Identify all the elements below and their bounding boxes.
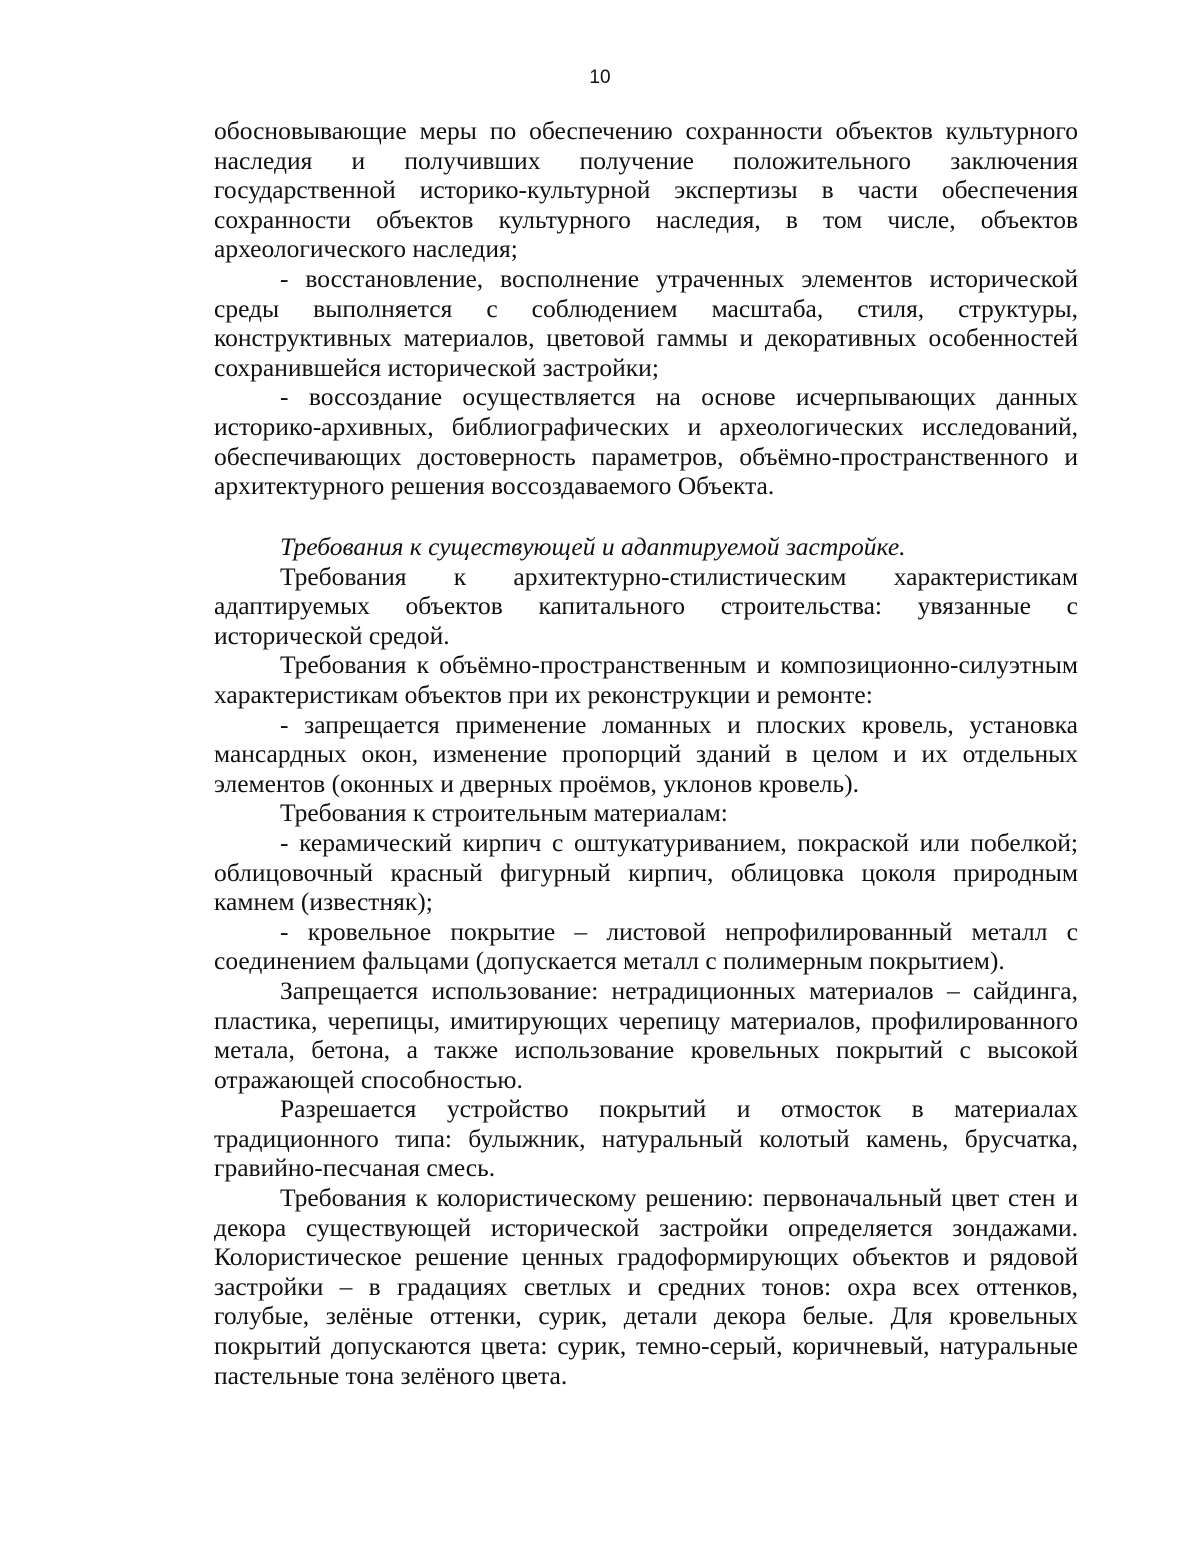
paragraph-prohibited: Запрещается использование: нетрадиционных материалов – сайдинга, пластика, черепицы, имитирующих черепицу материалов, профилированного метала, бетона, а также использование кровельных покрытий с высокой отражающей способностью. — [214, 975, 1078, 1094]
paragraph-recreation-item: - воссоздание осуществляется на основе исчерпывающих данных историко-архивных, библиографических и археологических исследований, обеспечивающих достоверность параметров, объёмно-пространственного и архитектурного решения воссоздаваемого Объекта. — [214, 382, 1078, 501]
paragraph-volume-item: - запрещается применение ломанных и плоских кровель, установка мансардных окон, изменение пропорций зданий в целом и их отдельных элементов (оконных и дверных проёмов, уклонов кровель). — [214, 709, 1078, 798]
section-heading: Требования к существующей и адаптируемой застройке. — [280, 532, 906, 561]
paragraph-volume-intro: Требования к объёмно-пространственным и композиционно-силуэтным характеристикам объектов при их реконструкции и ремонте: — [214, 650, 1078, 709]
paragraph-color: Требования к колористическому решению: первоначальный цвет стен и декора существующей исторической застройки определяется зондажами. Колористическое решение ценных градоформирующих объектов и рядовой застройки – в градациях светлых и средних тонов: охра всех оттенков, голубые, зелёные оттенки, сурик, детали декора белые. Для кровельных покрытий допускаются цвета: сурик, темно-серый, коричневый, натуральные пастельные тона зелёного цвета. — [214, 1183, 1078, 1390]
text-block-preservation — [214, 116, 1078, 501]
paragraph-materials-roof: - кровельное покрытие – листовой непрофилированный металл с соединением фальцами (допускается металл с полимерным покрытием). — [214, 916, 1078, 976]
paragraph-permitted: Разрешается устройство покрытий и отмосток в материалах традиционного типа: булыжник, натуральный колотый камень, брусчатка, гравийно-песчаная смесь. — [214, 1094, 1078, 1183]
paragraph-materials-brick: - керамический кирпич с оштукатуриванием, покраской или побелкой; облицовочный красный фигурный кирпич, облицовка цоколя природным камнем (известняк); — [214, 827, 1078, 917]
paragraph-arch-style: Требования к архитектурно-стилистическим характеристикам адаптируемых объектов капитального строительства: увязанные с исторической средой. — [214, 561, 1078, 650]
paragraph-restoration-item: - восстановление, восполнение утраченных элементов исторической среды выполняется с соблюдением масштаба, стиля, структуры, конструктивных материалов, цветовой гаммы и декоративных особенностей сохранившейся исторической застройки; — [214, 263, 1078, 382]
page-number: 10 — [589, 67, 611, 88]
text-block-requirements — [214, 532, 1078, 1390]
paragraph-materials-intro: Требования к строительным материалам: — [280, 798, 728, 828]
paragraph-continuation: обосновывающие меры по обеспечению сохранности объектов культурного наследия и получивших получение положительного заключения государственной историко-культурной экспертизы в части обеспечения сохранности объектов культурного наследия, в том числе, объектов археологического наследия; — [214, 116, 1078, 264]
